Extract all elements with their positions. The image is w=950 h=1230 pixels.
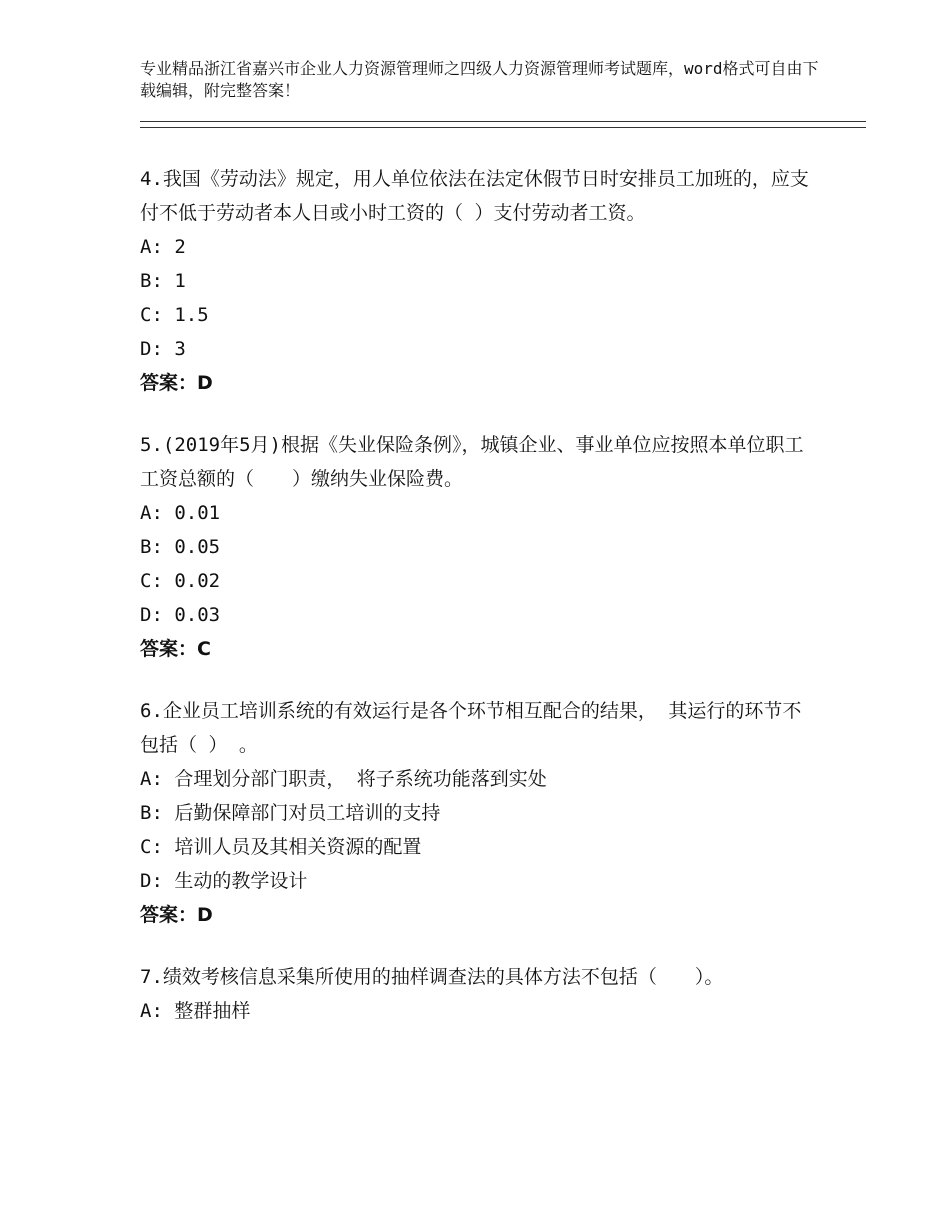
option-c: C: 1.5: [140, 304, 209, 326]
option-a: A: 合理划分部门职责， 将子系统功能落到实处: [140, 768, 547, 790]
option-d: D: 0.03: [140, 604, 221, 626]
option-a: A: 0.01: [140, 502, 221, 524]
question-6: [140, 694, 820, 932]
answer: 答案：D: [140, 904, 213, 926]
question-5: [140, 428, 820, 666]
answer: 答案：D: [140, 372, 213, 394]
option-c: C: 0.02: [140, 570, 221, 592]
page-header: 专业精品浙江省嘉兴市企业人力资源管理师之四级人力资源管理师考试题库，word格式可自由下载编辑，附完整答案！: [140, 59, 819, 100]
option-a: A: 2: [140, 236, 186, 258]
question-4: [140, 162, 820, 400]
option-b: B: 后勤保障部门对员工培训的支持: [140, 802, 441, 824]
question-text: 7.绩效考核信息采集所使用的抽样调查法的具体方法不包括（ ）。: [140, 966, 724, 988]
question-7: [140, 960, 820, 1028]
answer: 答案：C: [140, 638, 211, 660]
option-c: C: 培训人员及其相关资源的配置: [140, 836, 422, 858]
option-a: A: 整群抽样: [140, 1000, 251, 1022]
option-b: B: 1: [140, 270, 186, 292]
option-d: D: 3: [140, 338, 186, 360]
header-divider: [140, 121, 866, 128]
option-d: D: 生动的教学设计: [140, 870, 308, 892]
question-list: [140, 162, 820, 1056]
question-text: 6.企业员工培训系统的有效运行是各个环节相互配合的结果， 其运行的环节不包括（ ） 。: [140, 700, 802, 756]
question-text: 4.我国《劳动法》规定，用人单位依法在法定休假节日时安排员工加班的，应支付不低于劳动者本人日或小时工资的（ ）支付劳动者工资。: [140, 168, 809, 224]
question-text: 5.(2019年5月)根据《失业保险条例》，城镇企业、事业单位应按照本单位职工工资总额的（ ）缴纳失业保险费。: [140, 434, 804, 490]
option-b: B: 0.05: [140, 536, 221, 558]
